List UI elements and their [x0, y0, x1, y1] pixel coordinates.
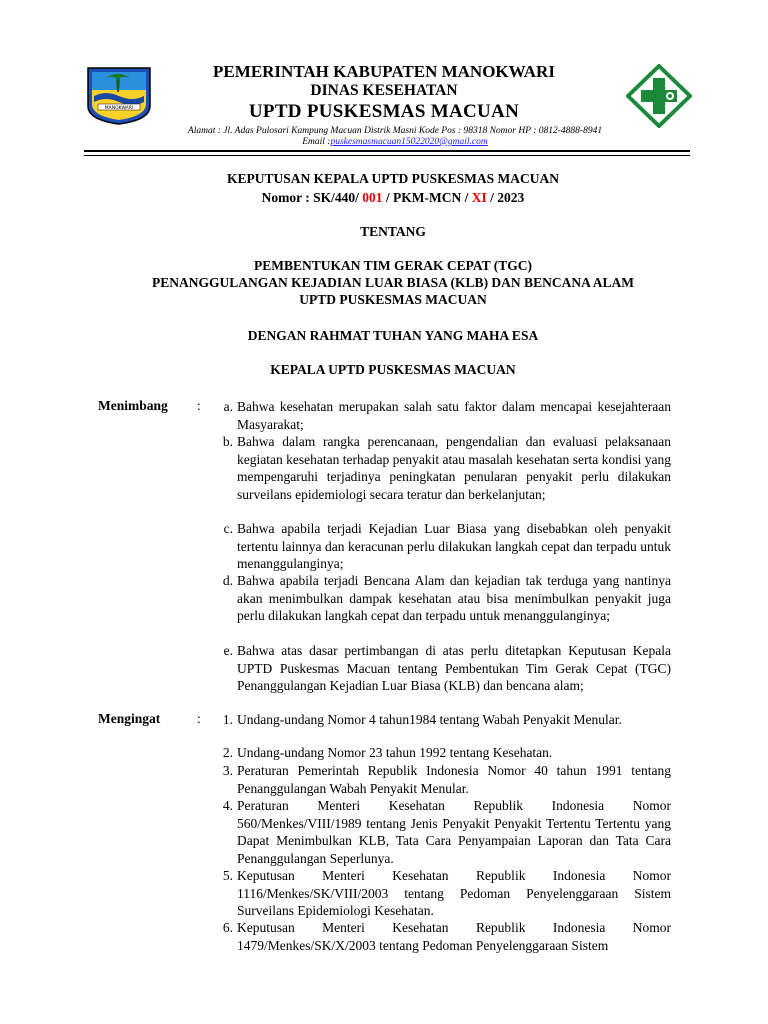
email-link[interactable]: puskesmasmacuan15022020@gmail.com: [330, 137, 488, 147]
item-marker: e.: [223, 643, 233, 658]
email-line: [160, 137, 630, 147]
government-name: PEMERINTAH KABUPATEN MANOKWARI: [213, 62, 555, 81]
issuer-line: KEPALA UPTD PUSKESMAS MACUAN: [270, 362, 516, 377]
item-marker: b.: [222, 434, 233, 449]
item-text: Bahwa apabila terjadi Kejadian Luar Biasa yang disebabkan oleh penyakit tertentu lainnya dan keracunan perlu dilakukan langkah cepat dan terpadu untuk menanggulanginya;: [237, 521, 671, 571]
mengingat-label: Mengingat: [98, 711, 161, 726]
mengingat-item: [203, 711, 671, 729]
item-marker: d.: [222, 573, 233, 588]
item-text: Bahwa atas dasar pertimbangan di atas perlu ditetapkan Keputusan Kepala UPTD Puskesmas Macuan tentang Pembentukan Tim Gerak Cepat (TGC) Penanggulangan Kejadian Luar Biasa (KLB) dan bencana alam;: [237, 643, 671, 693]
mengingat-item: [203, 867, 671, 920]
menimbang-item: [203, 642, 671, 695]
menimbang-item: [203, 398, 671, 433]
address-line: Alamat : Jl. Adas Pulosari Kampung Macuan Distrik Masni Kode Pos : 98318 Nomor HP : 0812-4888-8941: [187, 126, 603, 136]
menimbang-item: [203, 520, 671, 573]
menimbang-colon: :: [197, 398, 201, 413]
logo-caption: MANOKWARI: [104, 106, 134, 111]
item-text: Peraturan Menteri Kesehatan Republik Indonesia Nomor 560/Menkes/VIII/1989 tentang Jenis Penyakit Penyakit Tertentu Tertentu yang Dapat Menimbulkan KLB, Tata Cara Penyampaian Laporan dan Tata Cara Penanggulangan Seperlunya.: [237, 798, 671, 866]
item-marker: 2.: [222, 745, 233, 760]
item-marker: 6.: [222, 920, 233, 935]
subject-line-2: PENANGGULANGAN KEJADIAN LUAR BIASA (KLB) DAN BENCANA ALAM: [152, 275, 634, 290]
decree-number-value: 001: [362, 190, 383, 205]
mengingat-item: [203, 919, 671, 954]
decree-number-month: XI: [471, 190, 487, 205]
item-marker: a.: [223, 399, 233, 414]
tentang-heading: TENTANG: [360, 224, 426, 239]
item-text: Bahwa kesehatan merupakan salah satu faktor dalam mencapai kesejahteraan Masyarakat;: [237, 399, 671, 432]
mengingat-item: [203, 762, 671, 797]
subject-line-3: UPTD PUSKESMAS MACUAN: [299, 292, 487, 307]
item-text: Undang-undang Nomor 4 tahun1984 tentang Wabah Penyakit Menular.: [237, 712, 622, 727]
header-rule-thick: [84, 150, 690, 152]
institution-name: UPTD PUSKESMAS MACUAN: [248, 101, 520, 122]
item-text: Keputusan Menteri Kesehatan Republik Indonesia Nomor 1479/Menkes/SK/X/2003 tentang Pedoman Penyelenggaraan Sistem: [237, 920, 671, 953]
decree-number-suffix: / 2023: [486, 190, 525, 205]
agency-name: DINAS KESEHATAN: [310, 82, 458, 99]
item-marker: c.: [223, 521, 233, 536]
menimbang-label: Menimbang: [98, 398, 168, 413]
blessing-line: DENGAN RAHMAT TUHAN YANG MAHA ESA: [247, 328, 539, 343]
item-text: Bahwa apabila terjadi Bencana Alam dan kejadian tak terduga yang nantinya akan menimbulkan dampak kesehatan atau bisa menimbulkan penyakit juga perlu dilakukan langkah cepat dan terpadu untuk menanggulanginya;: [237, 573, 671, 623]
decree-number-middle: / PKM-MCN /: [382, 190, 472, 205]
email-label: Email :: [302, 137, 331, 147]
item-text: Bahwa dalam rangka perencanaan, pengendalian dan evaluasi pelaksanaan kegiatan kesehatan terhadap penyakit atau masalah kesehatan serta kondisi yang mempengaruhi terjadinya peningkatan penularan penyakit perlu dilakukan surveilans epidemiologi secara teratur dan berkelanjutan;: [237, 434, 671, 502]
menimbang-item: [203, 572, 671, 625]
header-rule-thin: [84, 155, 690, 156]
mengingat-colon: :: [197, 711, 201, 726]
item-text: Undang-undang Nomor 23 tahun 1992 tentang Kesehatan.: [237, 745, 553, 760]
mengingat-item: [203, 744, 671, 762]
item-text: Keputusan Menteri Kesehatan Republik Indonesia Nomor 1116/Menkes/SK/VIII/2003 tentang Pedoman Penyelenggaraan Sistem Surveilans Epidemiologi Kesehatan.: [237, 868, 671, 918]
subject-line-1: PEMBENTUKAN TIM GERAK CEPAT (TGC): [253, 258, 532, 273]
letterhead: [0, 0, 768, 150]
decree-title: KEPUTUSAN KEPALA UPTD PUSKESMAS MACUAN: [226, 171, 560, 186]
decree-number-prefix: Nomor : SK/440/: [261, 190, 363, 205]
item-text: Peraturan Pemerintah Republik Indonesia Nomor 40 tahun 1991 tentang Penanggulangan Wabah Penyakit Menular.: [237, 763, 671, 796]
mengingat-item: [203, 797, 671, 867]
puskesmas-logo: [626, 64, 692, 128]
item-marker: 4.: [222, 798, 233, 813]
decree-number: [0, 190, 768, 206]
item-marker: 1.: [222, 712, 233, 727]
menimbang-item: [203, 433, 671, 503]
item-marker: 3.: [222, 763, 233, 778]
item-marker: 5.: [222, 868, 233, 883]
